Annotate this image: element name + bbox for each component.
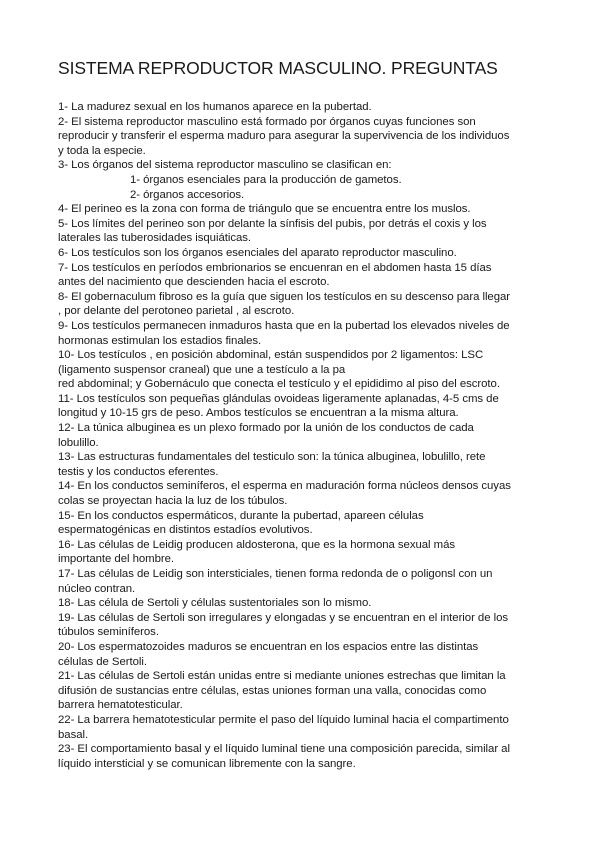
- text-line: 18- Las célula de Sertoli y células sustentoriales son lo mismo.: [58, 597, 372, 610]
- text-line: red abdominal; y Gobernáculo que conecta el testículo y el epididimo al piso del escroto.: [58, 378, 500, 391]
- text-line: 7- Los testículos en períodos embrionarios se encuenran en el abdomen hasta 15 días: [58, 261, 492, 274]
- text-line: 16- Las células de Leidig producen aldosterona, que es la hormona sexual más: [58, 538, 456, 551]
- text-line: núcleo contran.: [58, 582, 136, 595]
- text-line: 2- El sistema reproductor masculino está formado por órganos cuyas funciones son: [58, 115, 476, 128]
- text-line: reproducir y transferir el esperma maduro para asegurar la supervivencia de los individuos: [58, 130, 510, 143]
- text-line: 11- Los testículos son pequeñas glándulas ovoideas ligeramente aplanadas, 4-5 cms de: [58, 392, 499, 405]
- list-subitem: 2- órganos accesorios.: [130, 188, 245, 201]
- text-line: importante del hombre.: [58, 553, 175, 566]
- text-line: longitud y 10-15 grs de peso. Ambos testículos se encuentran a la misma altura.: [58, 407, 459, 420]
- text-line: hormonas estimulan los estadios finales.: [58, 334, 262, 347]
- document-body: [58, 100, 548, 771]
- text-line: (ligamento suspensor craneal) que une a testículo a la pa: [58, 363, 346, 376]
- text-line: 4- El perineo es la zona con forma de triángulo que se encuentra entre los muslos.: [58, 203, 471, 216]
- text-line: difusión de sustancias entre células, estas uniones forman una valla, conocidas como: [58, 684, 487, 697]
- text-line: 20- Los espermatozoides maduros se encuentran en los espacios entre las distintas: [58, 640, 479, 653]
- text-line: 5- Los límites del perineo son por delante la sínfisis del pubis, por detrás el coxis y los: [58, 217, 487, 230]
- text-line: laterales las tuberosidades isquiáticas.: [58, 232, 252, 245]
- text-line: 8- El gobernaculum fibroso es la guía que siguen los testículos en su descenso para llegar: [58, 290, 511, 303]
- text-line: basal.: [58, 728, 89, 741]
- text-line: espermatogénicas en distintos estadíos evolutivos.: [58, 524, 313, 537]
- text-line: 19- Las células de Sertoli son irregulares y elongadas y se encuentran en el interior de los: [58, 611, 509, 624]
- text-line: barrera hematotesticular.: [58, 699, 183, 712]
- text-line: 21- Las células de Sertoli están unidas entre si mediante uniones estrechas que limitan la: [58, 670, 506, 683]
- text-line: 13- Las estructuras fundamentales del testiculo son: la túnica albuginea, lobulillo, rete: [58, 451, 486, 464]
- text-line: 1- La madurez sexual en los humanos aparece en la pubertad.: [58, 101, 372, 113]
- text-line: 3- Los órganos del sistema reproductor masculino se clasifican en:: [58, 159, 392, 172]
- text-line: células de Sertoli.: [58, 655, 147, 668]
- text-line: 15- En los conductos espermáticos, durante la pubertad, apareen células: [58, 509, 424, 522]
- list-subitem: 1- órganos esenciales para la producción de gametos.: [130, 173, 402, 186]
- text-line: 9- Los testículos permanecen inmaduros hasta que en la pubertad los elevados niveles de: [58, 319, 510, 332]
- text-line: y toda la especie.: [58, 144, 146, 157]
- text-line: 6- Los testículos son los órganos esenciales del aparato reproductor masculino.: [58, 246, 457, 259]
- text-line: testis y los conductos eferentes.: [58, 465, 219, 478]
- text-line: , por delante del perotoneo parietal , al escroto.: [58, 305, 295, 318]
- text-line: lobulillo.: [58, 436, 99, 449]
- text-line: túbulos seminíferos.: [58, 626, 159, 639]
- text-line: 12- La túnica albuginea es un plexo formado por la unión de los conductos de cada: [58, 422, 474, 435]
- document-title: SISTEMA REPRODUCTOR MASCULINO. PREGUNTAS: [58, 58, 498, 78]
- text-line: líquido intersticial y se comunican libremente con la sangre.: [58, 757, 356, 770]
- text-line: 10- Los testículos , en posición abdominal, están suspendidos por 2 ligamentos: LSC: [58, 349, 484, 362]
- text-line: 14- En los conductos seminíferos, el esperma en maduración forma núcleos densos cuyas: [58, 480, 511, 493]
- text-line: 23- El comportamiento basal y el líquido luminal tiene una composición parecida, similar al: [58, 743, 510, 756]
- text-line: colas se proyectan hacia la luz de los túbulos.: [58, 495, 288, 508]
- text-line: antes del nacimiento que descienden hacia el escroto.: [58, 276, 330, 289]
- text-line: 17- Las células de Leidig son intersticiales, tienen forma redonda de o poligonsl con un: [58, 568, 493, 580]
- text-line: 22- La barrera hematotesticular permite el paso del líquido luminal hacia el compartimento: [58, 713, 509, 726]
